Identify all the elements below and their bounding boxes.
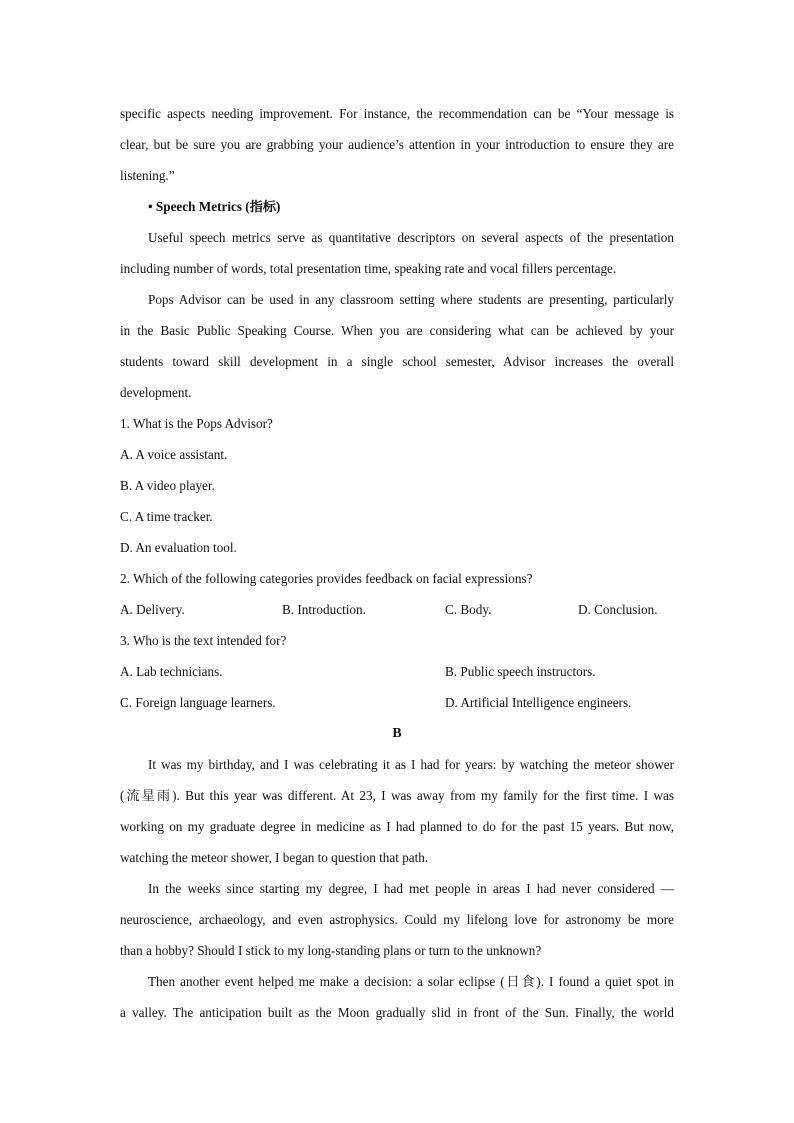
question-1-option-a: A. A voice assistant. — [120, 447, 228, 462]
paragraph-line: development. — [120, 385, 192, 400]
question-1-option-d: D. An evaluation tool. — [120, 540, 237, 555]
question-3-option-b: B. Public speech instructors. — [445, 664, 596, 679]
bullet-heading-speech-metrics: • Speech Metrics (指标) — [148, 199, 281, 214]
paragraph-line: in the Basic Public Speaking Course. When you are considering what can be achieved by your — [120, 323, 674, 338]
question-3-stem: 3. Who is the text intended for? — [120, 633, 287, 648]
paragraph-line: Useful speech metrics serve as quantitative descriptors on several aspects of the presentation — [148, 230, 674, 245]
paragraph-line: (流星雨). But this year was different. At 23, I was away from my family for the first time. I was — [120, 788, 674, 803]
paragraph-line: In the weeks since starting my degree, I had met people in areas I had never considered — — [148, 881, 674, 896]
question-1-option-c: C. A time tracker. — [120, 509, 213, 524]
paragraph-line: clear, but be sure you are grabbing your audience’s attention in your introduction to ensure they are — [120, 137, 674, 152]
paragraph-line: including number of words, total presentation time, speaking rate and vocal fillers percentage. — [120, 261, 617, 276]
paragraph-line: Pops Advisor can be used in any classroom setting where students are presenting, particularly — [148, 292, 674, 307]
paragraph-line: It was my birthday, and I was celebrating it as I had for years: by watching the meteor shower — [148, 757, 674, 772]
section-b-heading: B — [392, 726, 402, 741]
question-2-option-a: A. Delivery. — [120, 602, 185, 617]
paragraph-line: Then another event helped me make a decision: a solar eclipse (日食). I found a quiet spot in — [148, 974, 674, 989]
question-3-option-c: C. Foreign language learners. — [120, 695, 276, 710]
paragraph-line: students toward skill development in a single school semester, Advisor increases the overall — [120, 354, 674, 369]
question-1-option-b: B. A video player. — [120, 478, 215, 493]
paragraph-line: working on my graduate degree in medicine as I had planned to do for the past 15 years. But now, — [120, 819, 674, 834]
question-2-option-b: B. Introduction. — [282, 602, 366, 617]
question-3-option-d: D. Artificial Intelligence engineers. — [445, 695, 632, 710]
question-3-options-row1 — [120, 656, 674, 687]
question-2-stem: 2. Which of the following categories provides feedback on facial expressions? — [120, 571, 533, 586]
paragraph-line: a valley. The anticipation built as the Moon gradually slid in front of the Sun. Finally, the world — [120, 1005, 674, 1020]
question-2-options — [120, 594, 674, 625]
paragraph-line: specific aspects needing improvement. For instance, the recommendation can be “Your message is — [120, 106, 674, 121]
paragraph-line: listening.” — [120, 168, 175, 183]
paragraph-line: than a hobby? Should I stick to my long-standing plans or turn to the unknown? — [120, 943, 542, 958]
question-3-option-a: A. Lab technicians. — [120, 664, 223, 679]
question-2-option-c: C. Body. — [445, 602, 492, 617]
question-3-options-row2 — [120, 687, 674, 718]
paragraph-line: neuroscience, archaeology, and even astrophysics. Could my lifelong love for astronomy be more — [120, 912, 674, 927]
document-page — [120, 98, 674, 1028]
question-2-option-d: D. Conclusion. — [578, 602, 658, 617]
question-1-stem: 1. What is the Pops Advisor? — [120, 416, 273, 431]
paragraph-line: watching the meteor shower, I began to question that path. — [120, 850, 429, 865]
